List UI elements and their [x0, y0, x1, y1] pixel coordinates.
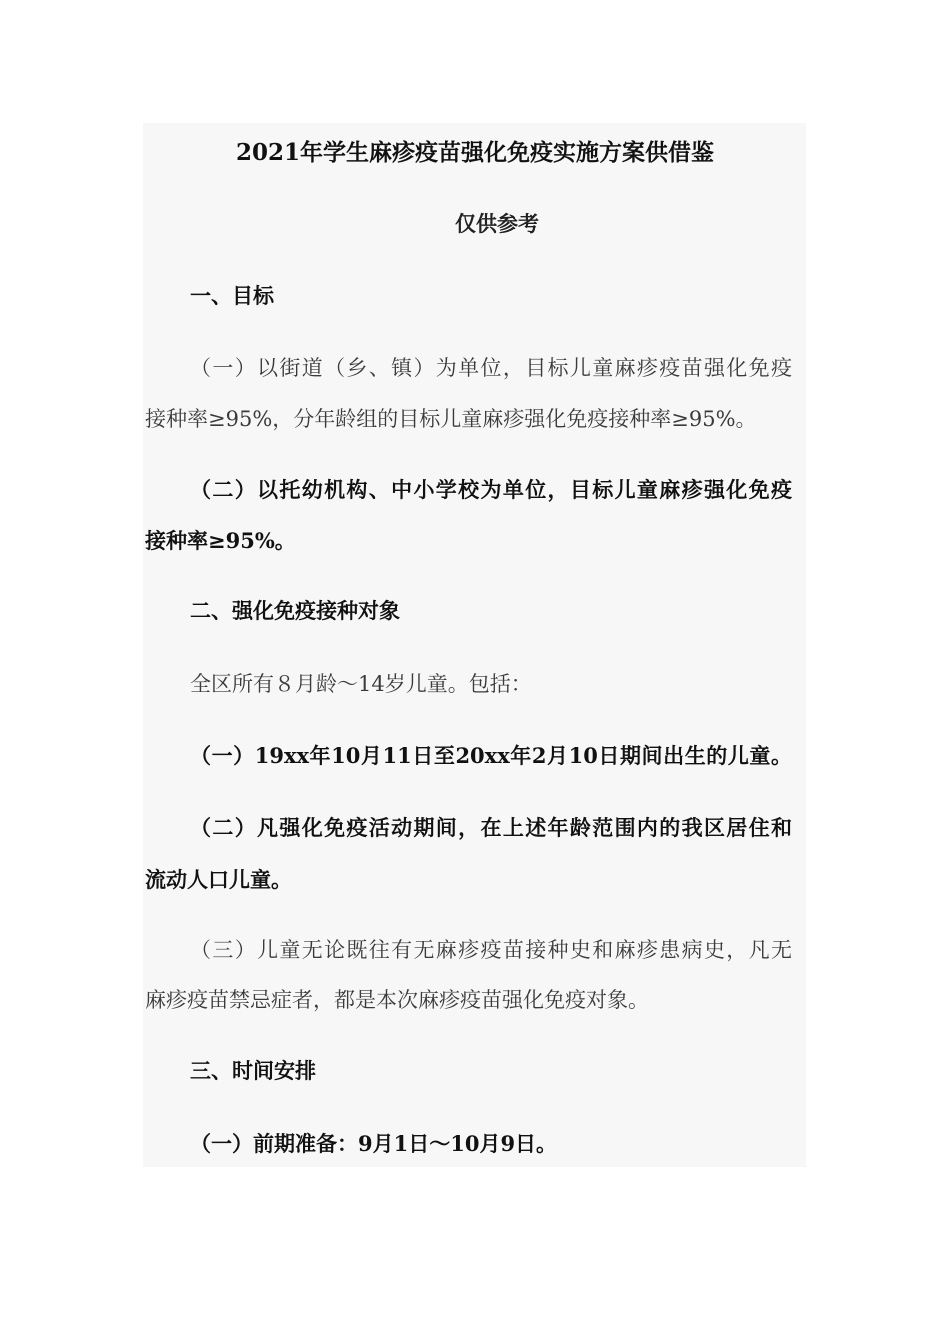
paragraph-target-1: （一）19xx年10月11日至20xx年2月10日期间出生的儿童。 — [190, 743, 792, 768]
document-subtitle: 仅供参考 — [455, 211, 539, 236]
section-heading-schedule: 三、时间安排 — [190, 1058, 316, 1083]
section-heading-targets: 二、强化免疫接种对象 — [190, 598, 400, 623]
paragraph-target-3-line-2: 麻疹疫苗禁忌症者，都是本次麻疹疫苗强化免疫对象。 — [145, 988, 649, 1012]
paragraph-target-2-line-1: （二）凡强化免疫活动期间，在上述年龄范围内的我区居住和 — [190, 815, 792, 840]
paragraph-goal-1-line-2: 接种率≥95%，分年龄组的目标儿童麻疹强化免疫接种率≥95%。 — [145, 407, 757, 431]
paragraph-goal-2-line-1: （二）以托幼机构、中小学校为单位，目标儿童麻疹强化免疫 — [190, 477, 792, 502]
document-title: 2021年学生麻疹疫苗强化免疫实施方案供借鉴 — [235, 139, 714, 166]
paragraph-schedule-1: （一）前期准备：9月1日～10月9日。 — [190, 1131, 558, 1156]
section-heading-goals: 一、目标 — [190, 283, 274, 308]
paragraph-goal-2-line-2: 接种率≥95%。 — [145, 528, 296, 553]
paragraph-goal-1-line-1: （一）以街道（乡、镇）为单位，目标儿童麻疹疫苗强化免疫 — [190, 356, 792, 380]
paragraph-targets-intro: 全区所有８月龄～14岁儿童。包括： — [190, 672, 532, 696]
paragraph-target-2-line-2: 流动人口儿童。 — [145, 867, 292, 892]
paragraph-target-3-line-1: （三）儿童无论既往有无麻疹疫苗接种史和麻疹患病史，凡无 — [190, 938, 792, 962]
